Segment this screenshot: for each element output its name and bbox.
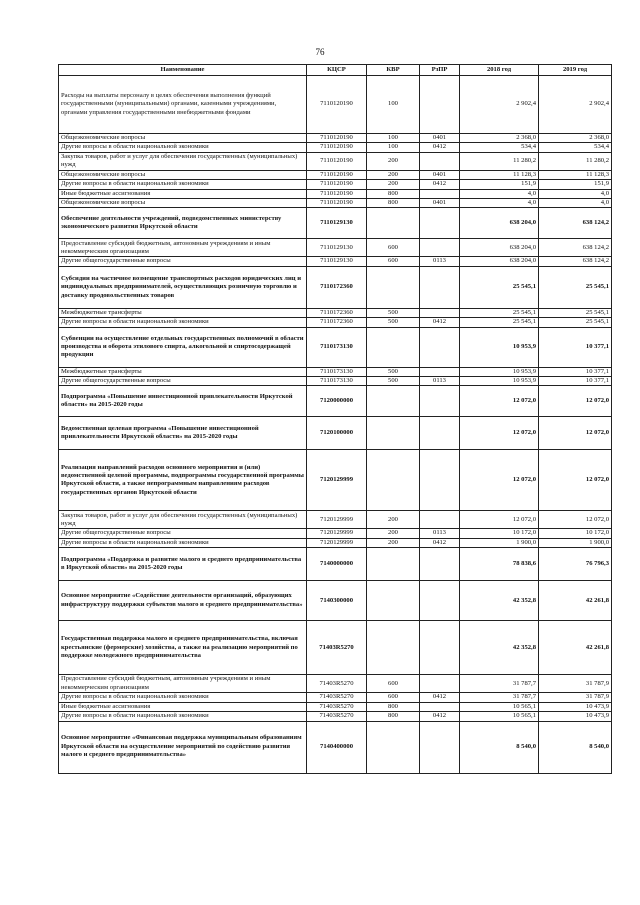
table-row xyxy=(59,134,612,143)
cell-name: Иные бюджетные ассигнования xyxy=(59,702,307,711)
cell-2019: 10 377,1 xyxy=(539,327,612,367)
table-row xyxy=(59,308,612,317)
cell-rzpr xyxy=(420,386,460,417)
cell-2019: 151,9 xyxy=(539,180,612,189)
cell-2018: 151,9 xyxy=(460,180,539,189)
header-2018: 2018 год xyxy=(460,65,539,76)
cell-name: Основное мероприятие «Финансовая поддержка муниципальным образованиям Иркутской области на осуществление мероприятий по содействию развития малого и среднего предпринимательства» xyxy=(59,721,307,773)
cell-kcsr: 7120129999 xyxy=(307,538,367,547)
table-row xyxy=(59,511,612,529)
cell-name: Ведомственная целевая программа «Повышение инвестиционной привлекательности Иркутской области» на 2015-2020 годы xyxy=(59,417,307,450)
cell-kcsr: 7120000000 xyxy=(307,386,367,417)
cell-kcsr: 7120100000 xyxy=(307,417,367,450)
table-row xyxy=(59,180,612,189)
cell-rzpr xyxy=(420,189,460,198)
cell-name: Другие вопросы в области национальной экономики xyxy=(59,538,307,547)
cell-rzpr: 0401 xyxy=(420,170,460,179)
cell-kcsr: 7110120190 xyxy=(307,180,367,189)
table-row xyxy=(59,538,612,547)
cell-2018: 10 953,9 xyxy=(460,327,539,367)
cell-2019: 10 377,1 xyxy=(539,377,612,386)
cell-name: Государственная поддержка малого и среднего предпринимательства, включая крестьянские (фермерские) хозяйства, а также на реализацию мероприятий по поддержке молодежного предпринимательства xyxy=(59,621,307,675)
cell-rzpr xyxy=(420,548,460,581)
cell-2018: 10 953,9 xyxy=(460,377,539,386)
cell-name: Предоставление субсидий бюджетным, автономным учреждениям и иным некоммерческим организациям xyxy=(59,239,307,257)
table-row xyxy=(59,208,612,239)
cell-rzpr xyxy=(420,621,460,675)
table-row xyxy=(59,377,612,386)
table-row xyxy=(59,239,612,257)
cell-2018: 4,0 xyxy=(460,199,539,208)
cell-2019: 42 261,8 xyxy=(539,621,612,675)
cell-kcsr: 7140400000 xyxy=(307,721,367,773)
cell-name: Другие вопросы в области национальной экономики xyxy=(59,693,307,702)
cell-kcsr: 7120129999 xyxy=(307,511,367,529)
cell-kvr xyxy=(367,721,420,773)
cell-2019: 8 540,0 xyxy=(539,721,612,773)
cell-rzpr xyxy=(420,152,460,170)
table-row xyxy=(59,621,612,675)
cell-2018: 42 352,8 xyxy=(460,621,539,675)
cell-rzpr: 0412 xyxy=(420,143,460,152)
cell-2019: 12 072,0 xyxy=(539,386,612,417)
cell-name: Другие общегосударственные вопросы xyxy=(59,529,307,538)
cell-kcsr: 7110173130 xyxy=(307,367,367,376)
cell-rzpr xyxy=(420,721,460,773)
cell-kcsr: 7110172360 xyxy=(307,308,367,317)
cell-2019: 638 124,2 xyxy=(539,208,612,239)
cell-name: Другие вопросы в области национальной экономики xyxy=(59,180,307,189)
cell-name: Предоставление субсидий бюджетным, автономным учреждениям и иным некоммерческим организациям xyxy=(59,675,307,693)
cell-name: Общеэкономические вопросы xyxy=(59,199,307,208)
cell-2019: 534,4 xyxy=(539,143,612,152)
table-row xyxy=(59,417,612,450)
cell-2018: 12 072,0 xyxy=(460,386,539,417)
cell-kvr: 800 xyxy=(367,189,420,198)
cell-2018: 534,4 xyxy=(460,143,539,152)
cell-2018: 31 787,7 xyxy=(460,693,539,702)
table-row xyxy=(59,76,612,134)
cell-kcsr: 71403R5270 xyxy=(307,712,367,721)
cell-2018: 2 368,0 xyxy=(460,134,539,143)
cell-kvr: 600 xyxy=(367,675,420,693)
table-row xyxy=(59,386,612,417)
cell-kcsr: 7110120190 xyxy=(307,134,367,143)
cell-name: Закупка товаров, работ и услуг для обеспечения государственных (муниципальных) нужд xyxy=(59,152,307,170)
cell-2018: 638 204,0 xyxy=(460,257,539,266)
cell-2018: 10 565,1 xyxy=(460,702,539,711)
cell-2018: 12 072,0 xyxy=(460,511,539,529)
cell-2019: 4,0 xyxy=(539,199,612,208)
cell-rzpr xyxy=(420,239,460,257)
cell-2019: 638 124,2 xyxy=(539,257,612,266)
cell-rzpr xyxy=(420,308,460,317)
table-row xyxy=(59,721,612,773)
cell-kcsr: 7110120190 xyxy=(307,199,367,208)
cell-kvr: 200 xyxy=(367,180,420,189)
cell-kcsr: 7110120190 xyxy=(307,170,367,179)
cell-2018: 10 172,0 xyxy=(460,529,539,538)
cell-kvr xyxy=(367,386,420,417)
cell-rzpr xyxy=(420,511,460,529)
cell-name: Субсидии на частичное возмещение транспортных расходов юридических лиц и индивидуальных предпринимателей, осуществляющих розничную торговлю и доставку продовольственных товаров xyxy=(59,266,307,308)
table-row xyxy=(59,199,612,208)
cell-kvr: 200 xyxy=(367,529,420,538)
header-rzpr: РзПР xyxy=(420,65,460,76)
cell-rzpr: 0113 xyxy=(420,257,460,266)
table-row xyxy=(59,170,612,179)
cell-rzpr xyxy=(420,581,460,621)
cell-name: Основное мероприятие «Содействие деятельности организаций, образующих инфраструктуру поддержки субъектов малого и среднего предпринимательства» xyxy=(59,581,307,621)
cell-2019: 31 787,9 xyxy=(539,693,612,702)
table-row xyxy=(59,266,612,308)
cell-kvr: 600 xyxy=(367,239,420,257)
cell-kvr: 500 xyxy=(367,377,420,386)
cell-2019: 10 473,9 xyxy=(539,702,612,711)
cell-name: Закупка товаров, работ и услуг для обеспечения государственных (муниципальных) нужд xyxy=(59,511,307,529)
cell-kcsr: 7110173130 xyxy=(307,377,367,386)
cell-kcsr: 71403R5270 xyxy=(307,621,367,675)
cell-2018: 25 545,1 xyxy=(460,266,539,308)
cell-kvr: 100 xyxy=(367,143,420,152)
cell-name: Межбюджетные трансферты xyxy=(59,308,307,317)
header-kcsr: КЦСР xyxy=(307,65,367,76)
cell-name: Реализация направлений расходов основного мероприятия и (или) ведомственной целевой программы, подпрограммы государственной программы Иркутской области, а также непрограммным направлениям расходов государственных органов Иркутской области xyxy=(59,450,307,511)
cell-2018: 10 953,9 xyxy=(460,367,539,376)
cell-2018: 42 352,8 xyxy=(460,581,539,621)
cell-2018: 8 540,0 xyxy=(460,721,539,773)
cell-rzpr xyxy=(420,450,460,511)
table-row xyxy=(59,581,612,621)
cell-2019: 10 377,1 xyxy=(539,367,612,376)
cell-rzpr xyxy=(420,76,460,134)
cell-2019: 11 128,3 xyxy=(539,170,612,179)
cell-2019: 25 545,1 xyxy=(539,266,612,308)
cell-kvr: 200 xyxy=(367,511,420,529)
cell-name: Подпрограмма «Повышение инвестиционной привлекательности Иркутской области» на 2015-2020 годы xyxy=(59,386,307,417)
cell-rzpr: 0113 xyxy=(420,529,460,538)
cell-2018: 11 128,3 xyxy=(460,170,539,179)
cell-rzpr xyxy=(420,327,460,367)
cell-kvr: 600 xyxy=(367,693,420,702)
cell-kcsr: 7110120190 xyxy=(307,143,367,152)
table-body xyxy=(59,76,612,774)
table-row xyxy=(59,143,612,152)
cell-name: Обеспечение деятельности учреждений, подведомственных министерству экономического развития Иркутской области xyxy=(59,208,307,239)
cell-rzpr: 0412 xyxy=(420,693,460,702)
cell-name: Другие вопросы в области национальной экономики xyxy=(59,143,307,152)
cell-kvr: 500 xyxy=(367,318,420,327)
cell-rzpr: 0113 xyxy=(420,377,460,386)
cell-kcsr: 71403R5270 xyxy=(307,702,367,711)
cell-2019: 4,0 xyxy=(539,189,612,198)
table-row xyxy=(59,548,612,581)
cell-2018: 12 072,0 xyxy=(460,450,539,511)
table-row xyxy=(59,367,612,376)
budget-table xyxy=(58,64,612,774)
cell-2018: 11 280,2 xyxy=(460,152,539,170)
cell-kvr: 500 xyxy=(367,308,420,317)
cell-2019: 12 072,0 xyxy=(539,511,612,529)
cell-name: Общеэкономические вопросы xyxy=(59,134,307,143)
cell-name: Расходы на выплаты персоналу в целях обеспечения выполнения функций государственными (муниципальными) органами, казенными учреждениями, органами управления государственными внебюджетными фондами xyxy=(59,76,307,134)
cell-name: Субвенции на осуществление отдельных государственных полномочий в области производства и оборота этилового спирта, алкогольной и спиртосодержащей продукции xyxy=(59,327,307,367)
cell-2018: 10 565,1 xyxy=(460,712,539,721)
cell-kvr: 500 xyxy=(367,367,420,376)
cell-2019: 638 124,2 xyxy=(539,239,612,257)
cell-name: Другие общегосударственные вопросы xyxy=(59,257,307,266)
cell-kvr xyxy=(367,327,420,367)
cell-name: Иные бюджетные ассигнования xyxy=(59,189,307,198)
cell-name: Межбюджетные трансферты xyxy=(59,367,307,376)
cell-kcsr: 7110129130 xyxy=(307,257,367,266)
cell-kcsr: 7120129999 xyxy=(307,529,367,538)
table-row xyxy=(59,675,612,693)
header-name: Наименование xyxy=(59,65,307,76)
table-header-row xyxy=(59,65,612,76)
cell-2019: 12 072,0 xyxy=(539,417,612,450)
cell-2019: 11 280,2 xyxy=(539,152,612,170)
cell-2018: 25 545,1 xyxy=(460,318,539,327)
cell-2018: 31 787,7 xyxy=(460,675,539,693)
cell-name: Другие вопросы в области национальной экономики xyxy=(59,318,307,327)
cell-kvr: 600 xyxy=(367,257,420,266)
cell-kvr xyxy=(367,548,420,581)
table-row xyxy=(59,702,612,711)
table-row xyxy=(59,152,612,170)
cell-rzpr xyxy=(420,266,460,308)
cell-2018: 12 072,0 xyxy=(460,417,539,450)
table-row xyxy=(59,450,612,511)
cell-kvr xyxy=(367,621,420,675)
cell-2018: 2 902,4 xyxy=(460,76,539,134)
cell-name: Другие общегосударственные вопросы xyxy=(59,377,307,386)
cell-name: Подпрограмма «Поддержка и развитие малого и среднего предпринимательства в Иркутской области» на 2015-2020 годы xyxy=(59,548,307,581)
cell-rzpr xyxy=(420,675,460,693)
cell-2019: 31 787,9 xyxy=(539,675,612,693)
cell-kvr: 200 xyxy=(367,538,420,547)
cell-kcsr: 7110129130 xyxy=(307,208,367,239)
cell-kvr: 100 xyxy=(367,134,420,143)
cell-rzpr: 0412 xyxy=(420,712,460,721)
cell-kcsr: 7110120190 xyxy=(307,76,367,134)
cell-kcsr: 7110129130 xyxy=(307,239,367,257)
header-kvr: КВР xyxy=(367,65,420,76)
table-row xyxy=(59,712,612,721)
cell-kvr: 200 xyxy=(367,152,420,170)
cell-rzpr xyxy=(420,367,460,376)
table-row xyxy=(59,318,612,327)
cell-kvr xyxy=(367,417,420,450)
cell-rzpr: 0401 xyxy=(420,134,460,143)
cell-kvr: 800 xyxy=(367,712,420,721)
cell-rzpr: 0401 xyxy=(420,199,460,208)
cell-2019: 25 545,1 xyxy=(539,318,612,327)
table-row xyxy=(59,693,612,702)
cell-kvr xyxy=(367,450,420,511)
cell-kcsr: 7120129999 xyxy=(307,450,367,511)
page-number: 76 xyxy=(315,47,325,57)
cell-2018: 78 838,6 xyxy=(460,548,539,581)
cell-2018: 4,0 xyxy=(460,189,539,198)
cell-kvr xyxy=(367,266,420,308)
cell-2019: 2 368,0 xyxy=(539,134,612,143)
cell-rzpr: 0412 xyxy=(420,538,460,547)
cell-kcsr: 7110172360 xyxy=(307,266,367,308)
cell-kvr: 800 xyxy=(367,199,420,208)
cell-kcsr: 71403R5270 xyxy=(307,675,367,693)
cell-kvr: 800 xyxy=(367,702,420,711)
cell-kcsr: 7140000000 xyxy=(307,548,367,581)
cell-2019: 42 261,8 xyxy=(539,581,612,621)
cell-rzpr xyxy=(420,208,460,239)
cell-2019: 25 545,1 xyxy=(539,308,612,317)
cell-rzpr: 0412 xyxy=(420,180,460,189)
cell-2019: 1 900,0 xyxy=(539,538,612,547)
cell-name: Общеэкономические вопросы xyxy=(59,170,307,179)
cell-rzpr xyxy=(420,417,460,450)
table-row xyxy=(59,327,612,367)
cell-2018: 1 900,0 xyxy=(460,538,539,547)
table-row xyxy=(59,529,612,538)
cell-kvr: 200 xyxy=(367,170,420,179)
cell-name: Другие вопросы в области национальной экономики xyxy=(59,712,307,721)
cell-kcsr: 7110120190 xyxy=(307,189,367,198)
cell-2019: 10 172,0 xyxy=(539,529,612,538)
cell-2019: 10 473,9 xyxy=(539,712,612,721)
cell-kvr: 100 xyxy=(367,76,420,134)
cell-kcsr: 7110173130 xyxy=(307,327,367,367)
cell-2018: 25 545,1 xyxy=(460,308,539,317)
cell-kcsr: 7140300000 xyxy=(307,581,367,621)
cell-rzpr xyxy=(420,702,460,711)
cell-2019: 76 796,3 xyxy=(539,548,612,581)
cell-2019: 12 072,0 xyxy=(539,450,612,511)
cell-2019: 2 902,4 xyxy=(539,76,612,134)
table-row xyxy=(59,257,612,266)
cell-kcsr: 7110120190 xyxy=(307,152,367,170)
cell-kvr xyxy=(367,208,420,239)
cell-rzpr: 0412 xyxy=(420,318,460,327)
cell-kcsr: 7110172360 xyxy=(307,318,367,327)
cell-2018: 638 204,0 xyxy=(460,239,539,257)
cell-kvr xyxy=(367,581,420,621)
header-2019: 2019 год xyxy=(539,65,612,76)
cell-kcsr: 71403R5270 xyxy=(307,693,367,702)
table-row xyxy=(59,189,612,198)
cell-2018: 638 204,0 xyxy=(460,208,539,239)
